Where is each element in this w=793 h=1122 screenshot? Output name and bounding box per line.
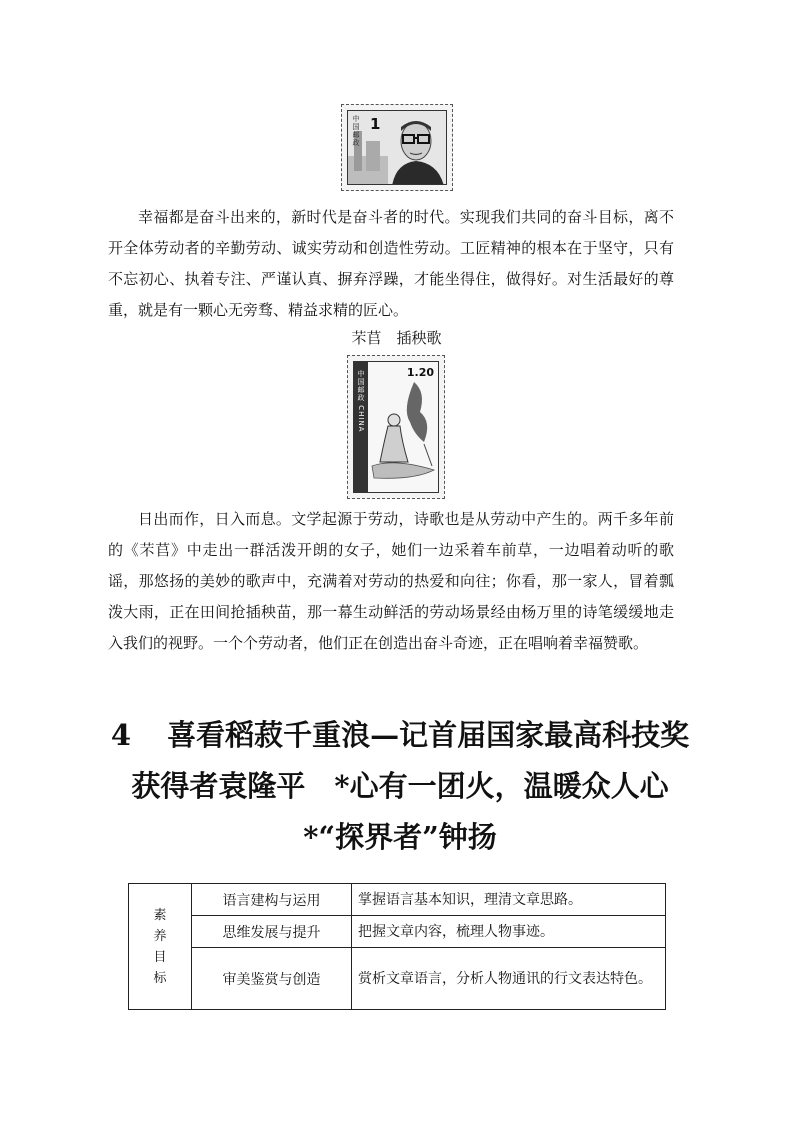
goals-header-cell — [129, 884, 192, 1010]
stamp-denomination: 1.20 — [406, 366, 434, 379]
stamp-country-label: 中国邮政 — [352, 115, 360, 147]
stamp-country-label: 中国邮政 CHINA — [357, 370, 365, 433]
table-row — [129, 884, 666, 916]
goal-description: 掌握语言基本知识，理清文章思路。 — [352, 884, 666, 916]
section-title — [100, 710, 700, 863]
section-number: 4 — [110, 718, 132, 752]
stamp-image-classical — [347, 355, 445, 499]
paragraph-2: 日出而作，日入而息。文学起源于劳动，诗歌也是从劳动中产生的。两千多年前的《芣苢》中走出一群活泼开朗的女子，她们一边采着车前草，一边唱着动听的歌谣，那悠扬的美妙的歌声中，充满着对劳动的热爱和向往；你看，那一家人，冒着瓢泼大雨，正在田间抢插秧苗，那一幕生动鲜活的劳动场景经由杨万里的诗笔缓缓地走入我们的视野。一个个劳动者，他们正在创造出奋斗奇迹，正在唱响着幸福赞歌。 — [108, 510, 674, 652]
goal-category: 审美鉴赏与创造 — [192, 948, 352, 1010]
goal-category: 思维发展与提升 — [192, 916, 352, 948]
portrait-illustration — [348, 111, 447, 185]
stamp-image-portrait — [341, 104, 453, 191]
table-row — [129, 948, 666, 1010]
classical-illustration — [354, 362, 439, 493]
portrait-stamp-icon — [347, 110, 447, 185]
paragraph-1: 幸福都是奋斗出来的，新时代是奋斗者的时代。实现我们共同的奋斗目标，离不开全体劳动者的辛勤劳动、诚实劳动和创造性劳动。工匠精神的根本在于坚守，只有不忘初心、执着专注、严谨认真、摒弃浮躁，才能坐得住，做得好。对生活最好的尊重，就是有一颗心无旁骛、精益求精的匠心。 — [108, 208, 674, 319]
stamp-caption: 芣苢 插秧歌 — [351, 329, 442, 347]
literacy-goals-table — [128, 883, 666, 1010]
stamp-denomination: 1 — [370, 115, 381, 133]
goal-description: 赏析文章语言，分析人物通讯的行文表达特色。 — [352, 948, 666, 1010]
classical-figure-stamp-icon — [353, 361, 439, 493]
goals-header: 素养目标 — [153, 907, 167, 986]
table-row — [129, 916, 666, 948]
goal-category: 语言建构与运用 — [192, 884, 352, 916]
goal-description: 把握文章内容，梳理人物事迹。 — [352, 916, 666, 948]
section-title-text: 喜看稻菽千重浪—记首届国家最高科技奖获得者袁隆平 *心有一团火，温暖众人心 *“探界者”钟扬 — [131, 718, 698, 854]
